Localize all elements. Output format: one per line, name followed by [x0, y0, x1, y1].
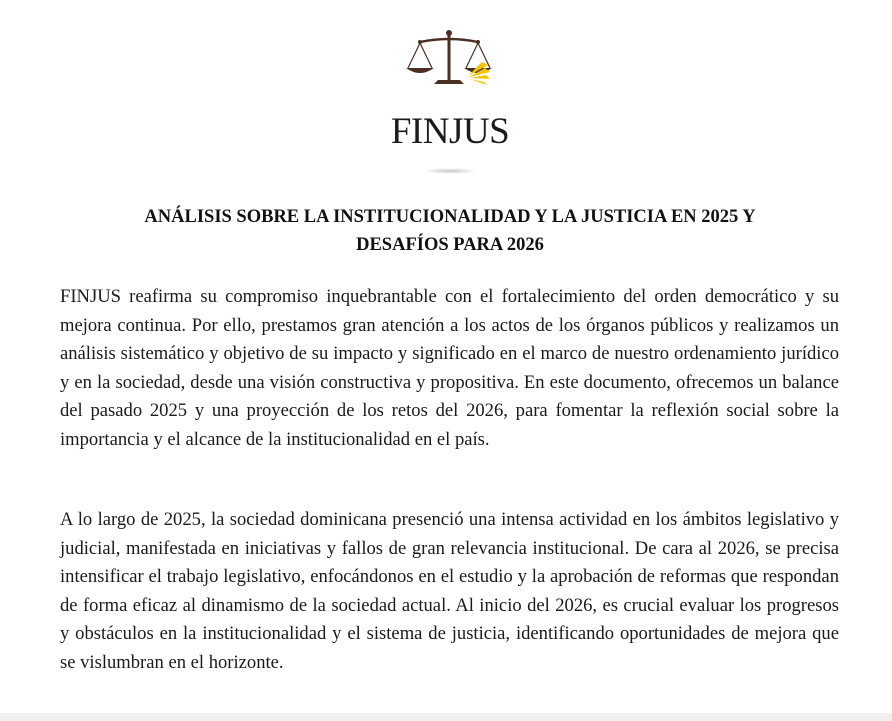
title-line-2: DESAFÍOS PARA 2026 — [356, 235, 544, 255]
page-bottom-edge — [0, 713, 892, 721]
logo-shadow — [422, 168, 478, 174]
paragraph-2: A lo largo de 2025, la sociedad dominicana presenció una intensa actividad en los ámbitos legislativo y judicial, manifestada en iniciativas y fallos de gran relevancia institucional. De cara al 2026, se precisa intensificar el trabajo legislativo, enfocándonos en el estudio y la aprobación de reformas que respondan de forma eficaz al dinamismo de la sociedad actual. Al inicio del 2026, es crucial evaluar los progresos y obstáculos en la institucionalidad y el sistema de justicia, identificando oportunidades de mejora que se vislumbran en el horizonte. — [60, 509, 839, 673]
scales-of-justice-icon — [372, 28, 528, 112]
paragraph-1: FINJUS reafirma su compromiso inquebrantable con el fortalecimiento del orden democrático y su mejora continua. Por ello, prestamos gran atención a los actos de los órganos públicos y realizamos un análisis sistemático y objetivo de su impacto y significado en el marco de nuestro ordenamiento jurídico y en la sociedad, desde una visión constructiva y propositiva. En este documento, ofrecemos un balance del pasado 2025 y una proyección de los retos del 2026, para fomentar la reflexión social sobre la importancia y el alcance de la institucionalidad en el país. — [60, 286, 839, 450]
finjus-logo — [372, 28, 528, 150]
logo-wordmark: FINJUS — [390, 111, 510, 152]
document-title — [60, 203, 840, 259]
title-line-1: ANÁLISIS SOBRE LA INSTITUCIONALIDAD Y LA JUSTICIA EN 2025 Y — [144, 207, 756, 227]
